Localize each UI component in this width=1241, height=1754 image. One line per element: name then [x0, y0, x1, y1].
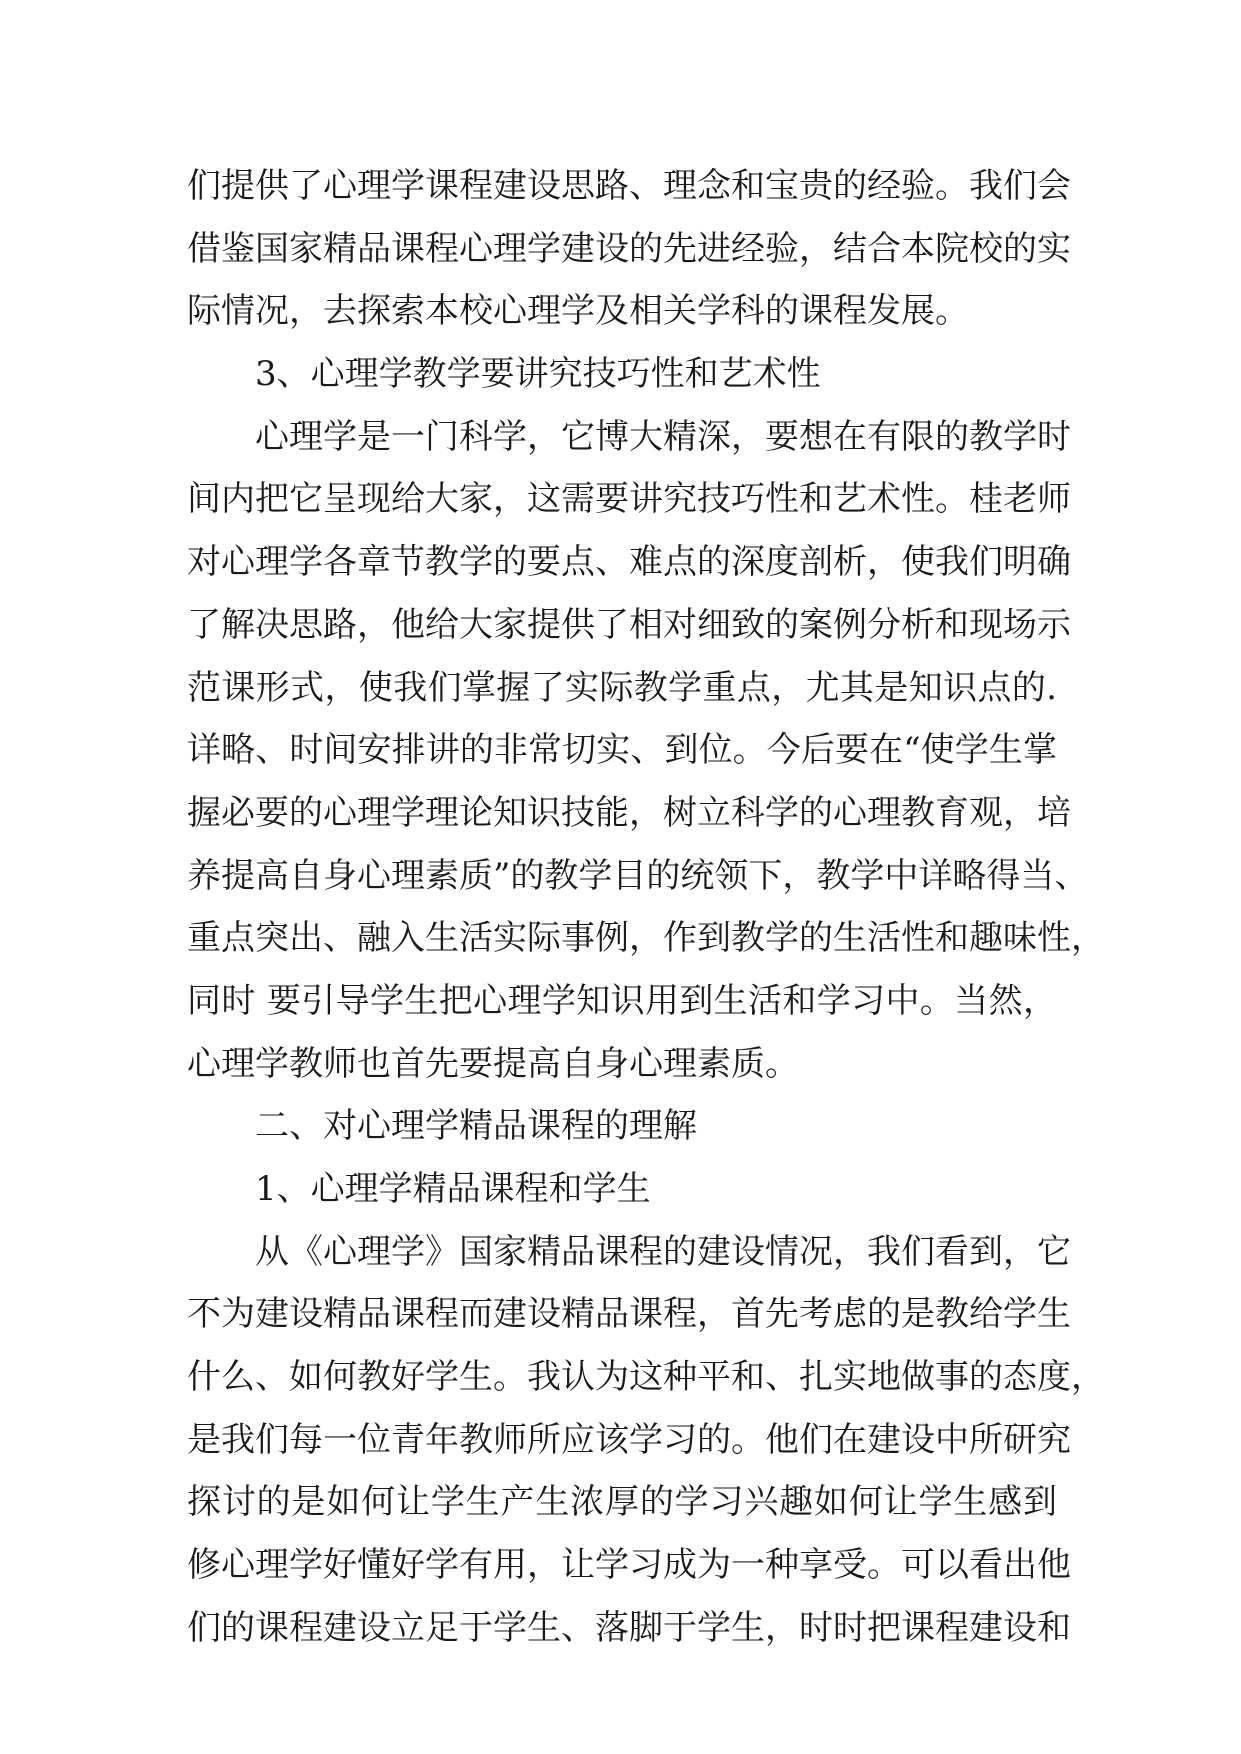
section-heading: 3、心理学教学要讲究技巧性和艺术性: [255, 354, 821, 395]
text-line: 际情况，去探索本校心理学及相关学科的课程发展。: [187, 291, 969, 332]
text-line: 是我们每一位青年教师所应该学习的。他们在建设中所研究: [187, 1419, 1071, 1460]
text-line: 心理学教师也首先要提高自身心理素质。: [187, 1043, 799, 1084]
text-line: 了解决思路，他给大家提供了相对细致的案例分析和现场示: [187, 604, 1071, 645]
paragraph-first-line: 从《心理学》国家精品课程的建设情况，我们看到，它: [255, 1231, 1071, 1272]
text-line: 什么、如何教好学生。我认为这种平和、扎实地做事的态度，: [187, 1357, 1105, 1398]
text-line: 握必要的心理学理论知识技能，树立科学的心理教育观，培: [187, 792, 1071, 833]
text-line: 重点突出、融入生活实际事例，作到教学的生活性和趣味性，: [187, 918, 1105, 959]
text-line: 们的课程建设立足于学生、落脚于学生，时时把课程建设和: [187, 1607, 1071, 1648]
text-line: 范课形式，使我们掌握了实际教学重点，尤其是知识点的.: [187, 667, 1057, 708]
paragraph-first-line: 心理学是一门科学，它博大精深，要想在有限的教学时: [255, 416, 1071, 457]
text-line: 详略、时间安排讲的非常切实、到位。今后要在“使学生掌: [187, 730, 1057, 771]
text-line: 养提高自身心理素质”的教学目的统领下，教学中详略得当、: [187, 855, 1089, 896]
section-heading: 二、对心理学精品课程的理解: [255, 1106, 697, 1147]
text-line: 们提供了心理学课程建设思路、理念和宝贵的经验。我们会: [187, 166, 1071, 206]
text-line: 对心理学各章节教学的要点、难点的深度剖析，使我们明确: [187, 542, 1071, 583]
text-line: 借鉴国家精品课程心理学建设的先进经验，结合本院校的实: [187, 228, 1071, 269]
text-line: 间内把它呈现给大家，这需要讲究技巧性和艺术性。桂老师: [187, 479, 1071, 520]
text-line: 同时 要引导学生把心理学知识用到生活和学习中。当然，: [187, 980, 1057, 1021]
text-line: 不为建设精品课程而建设精品课程，首先考虑的是教给学生: [187, 1294, 1071, 1335]
text-line: 修心理学好懂好学有用，让学习成为一种享受。可以看出他: [187, 1545, 1071, 1586]
subsection-heading: 1、心理学精品课程和学生: [255, 1169, 651, 1209]
text-line: 探讨的是如何让学生产生浓厚的学习兴趣如何让学生感到: [187, 1482, 1057, 1523]
body-text: [187, 155, 1105, 1660]
